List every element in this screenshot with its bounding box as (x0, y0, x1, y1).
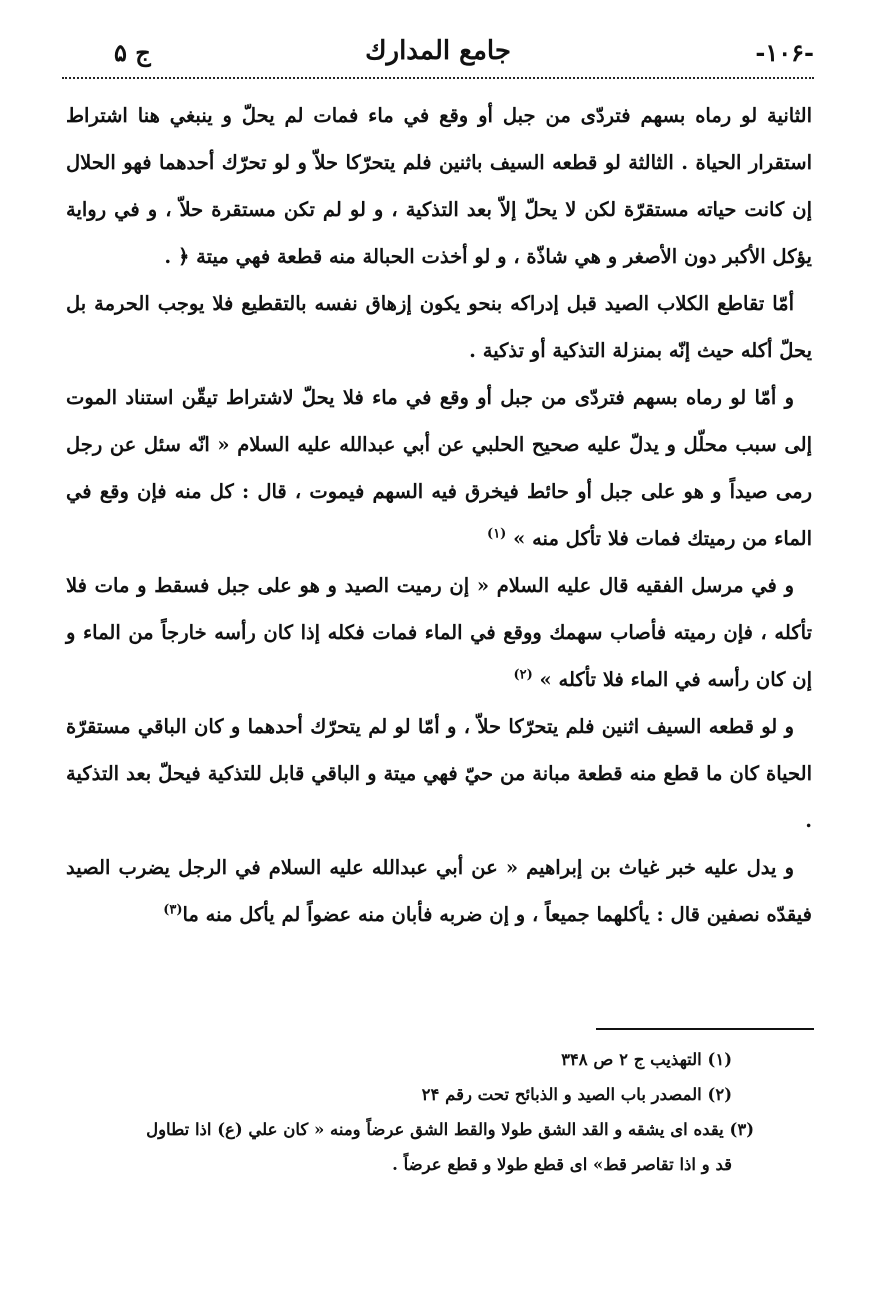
header-divider (62, 77, 814, 79)
paragraph-6-text: و يدل عليه خبر غياث بن إبراهيم « عن أبي عبدالله عليه السلام في الرجل يضرب الصيد فيقدّه نصفين قال : يأكلهما جميعاً ، و إن ضربه فأبان منه عضواً لم يأكل منه ما (66, 856, 812, 926)
paragraph-1: الثانية لو رماه بسهم فتردّى من جبل أو وقع في ماء فمات لم يحلّ و ينبغي هنا اشتراط استقرار الحياة . الثالثة لو قطعه السيف باثنين فلم يتحرّكا حلاّ و لو تحرّك أحدهما فهو الحلال إن كانت حياته مستقرّة لكن لا يحلّ إلاّ بعد التذكية ، و لو لم تكن مستقرة حلاّ ، و في رواية يؤكل الأكبر دون الأصغر و هي شاذّة ، و لو أخذت الحبالة منه قطعة فهي ميتة ﴿ . (66, 104, 812, 268)
footnote-ref-2: (۲) (513, 667, 533, 683)
page-number: -۱۰۶- (755, 38, 814, 67)
volume-label: ج ۵ (114, 38, 151, 67)
paragraph-3-text: و أمّا لو رماه بسهم فتردّى من جبل أو وقع في ماء فلا يحلّ لاشتراط تيقّن استناد الموت إلى سبب محلّل و يدلّ عليه صحيح الحلبي عن أبي عبدالله عليه السلام « انّه سئل عن رجل رمى صيداً و هو على جبل أو حائط فيخرق فيه السهم فيموت ، قال : كل منه فإن وقع في الماء من رميتك فمات فلا تأكل منه » (66, 386, 812, 550)
page-header (62, 34, 814, 78)
footnote-divider (596, 1028, 814, 1030)
footnote-3-continued: قد و اذا تقاصر قط» اى قطع طولا و قطع عرضاً . (392, 1155, 732, 1174)
paragraph-4 (66, 562, 812, 703)
paragraph-2: أمّا تقاطع الكلاب الصيد قبل إدراكه بنحو يكون إزهاق نفسه بالتقطيع فلا يوجب الحرمة بل يحلّ أكله حيث إنّه بمنزلة التذكية أو تذكية . (66, 292, 812, 362)
paragraph-4-text: و في مرسل الفقيه قال عليه السلام « إن رميت الصيد و هو على جبل فسقط و مات فلا تأكله ، فإن رميته فأصاب سهمك ووقع في الماء فمات فكله إذا كان رأسه خارجاً من الماء و إن كان رأسه في الماء فلا تأكله » (66, 574, 812, 691)
footnote-3: (۳) يقده اى يشقه و القد الشق طولا والقط الشق عرضاً ومنه « كان علي (ع) اذا تطاول (146, 1120, 754, 1139)
footnote-2: (۲) المصدر باب الصيد و الذبائح تحت رقم ۲۴ (421, 1085, 732, 1104)
footnote-1: (۱) التهذيب ج ۲ ص ۳۴۸ (561, 1050, 732, 1069)
footnote-ref-3: (۳) (163, 902, 183, 918)
footnote-ref-1: (۱) (487, 526, 507, 542)
paragraph-5: و لو قطعه السيف اثنين فلم يتحرّكا حلاّ ، و أمّا لو لم يتحرّك أحدهما و كان الباقي مستقرّة الحياة كان ما قطع منه قطعة مبانة من حيّ فهي ميتة و الباقي قابل للتذكية فيحلّ بعد التذكية . (66, 715, 812, 832)
footnotes (72, 1042, 816, 1182)
running-title: جامع المدارك (365, 36, 511, 66)
paragraph-3 (66, 374, 812, 562)
paragraph-6 (66, 844, 812, 938)
main-text (66, 92, 812, 938)
